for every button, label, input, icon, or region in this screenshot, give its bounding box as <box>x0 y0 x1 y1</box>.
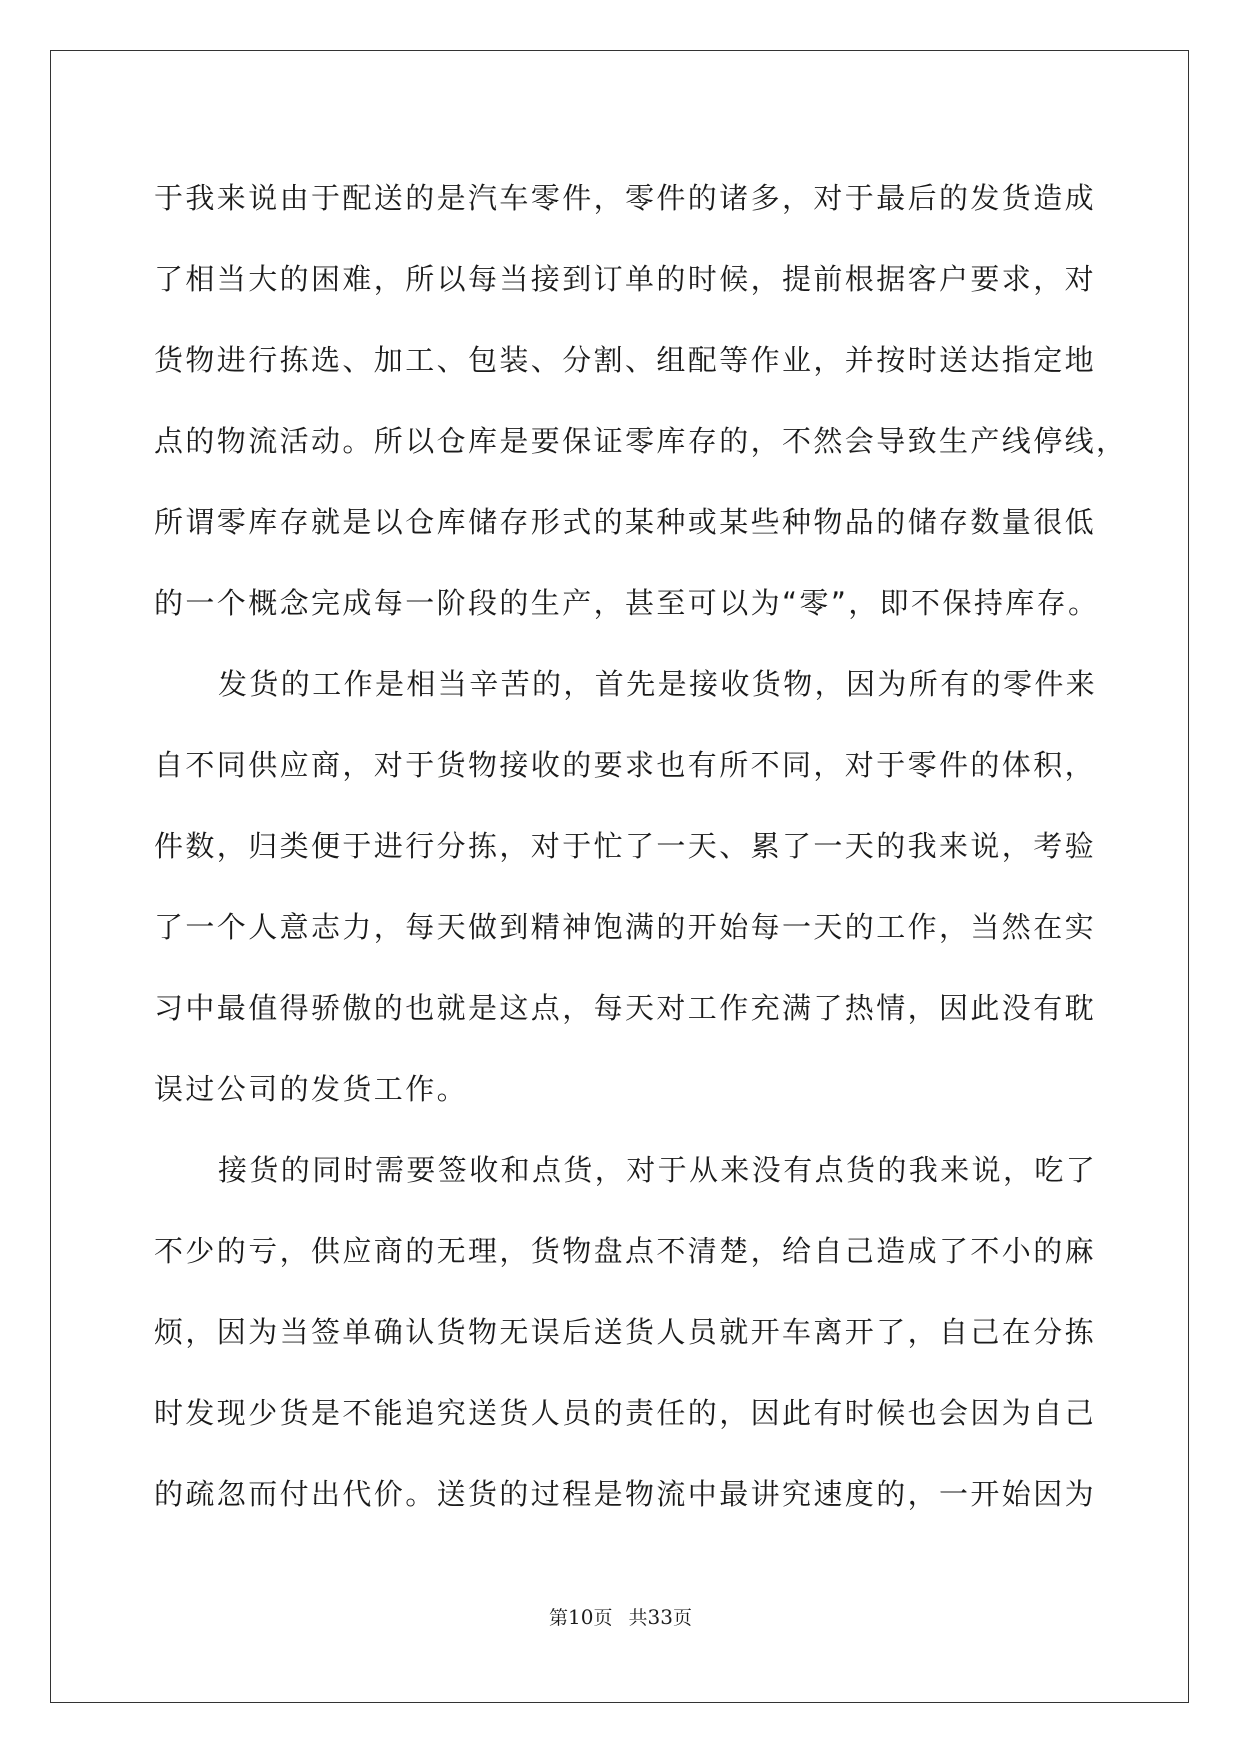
total-pages: 33 <box>647 1605 673 1629</box>
document-body <box>154 158 1128 1535</box>
text-line: 误过公司的发货工作。 <box>154 1072 469 1106</box>
text-line: 货物进行拣选、加工、包装、分割、组配等作业，并按时送达指定地 <box>154 343 1097 377</box>
page-prefix: 第 <box>549 1607 569 1629</box>
text-line: 了相当大的困难，所以每当接到订单的时候，提前根据客户要求，对 <box>154 262 1097 296</box>
text-line: 时发现少货是不能追究送货人员的责任的，因此有时候也会因为自己 <box>154 1396 1097 1430</box>
text-line: 烦，因为当签单确认货物无误后送货人员就开车离开了，自己在分拣 <box>154 1315 1097 1349</box>
text-line: 的一个概念完成每一阶段的生产，甚至可以为“零”，即不保持库存。 <box>154 586 1100 620</box>
text-line: 所谓零库存就是以仓库储存形式的某种或某些种物品的储存数量很低 <box>154 505 1097 539</box>
text-line: 自不同供应商，对于货物接收的要求也有所不同，对于零件的体积， <box>154 748 1097 782</box>
total-prefix: 共 <box>628 1607 648 1629</box>
text-line: 件数，归类便于进行分拣，对于忙了一天、累了一天的我来说，考验 <box>154 829 1097 863</box>
paragraph-first-line: 接货的同时需要签收和点货，对于从来没有点货的我来说，吃了 <box>218 1153 1098 1187</box>
text-line: 了一个人意志力，每天做到精神饱满的开始每一天的工作，当然在实 <box>154 910 1097 944</box>
text-line: 点的物流活动。所以仓库是要保证零库存的，不然会导致生产线停线， <box>154 424 1128 458</box>
total-suffix: 页 <box>672 1607 692 1629</box>
page-suffix: 页 <box>593 1607 613 1629</box>
page-footer <box>0 1603 1241 1632</box>
text-line: 习中最值得骄傲的也就是这点，每天对工作充满了热情，因此没有耽 <box>154 991 1097 1025</box>
text-line: 的疏忽而付出代价。送货的过程是物流中最讲究速度的，一开始因为 <box>154 1477 1097 1511</box>
page-number: 10 <box>568 1605 594 1629</box>
paragraph-first-line: 发货的工作是相当辛苦的，首先是接收货物，因为所有的零件来 <box>218 667 1098 701</box>
text-line: 于我来说由于配送的是汽车零件，零件的诸多，对于最后的发货造成 <box>154 181 1097 215</box>
text-line: 不少的亏，供应商的无理，货物盘点不清楚，给自己造成了不小的麻 <box>154 1234 1097 1268</box>
